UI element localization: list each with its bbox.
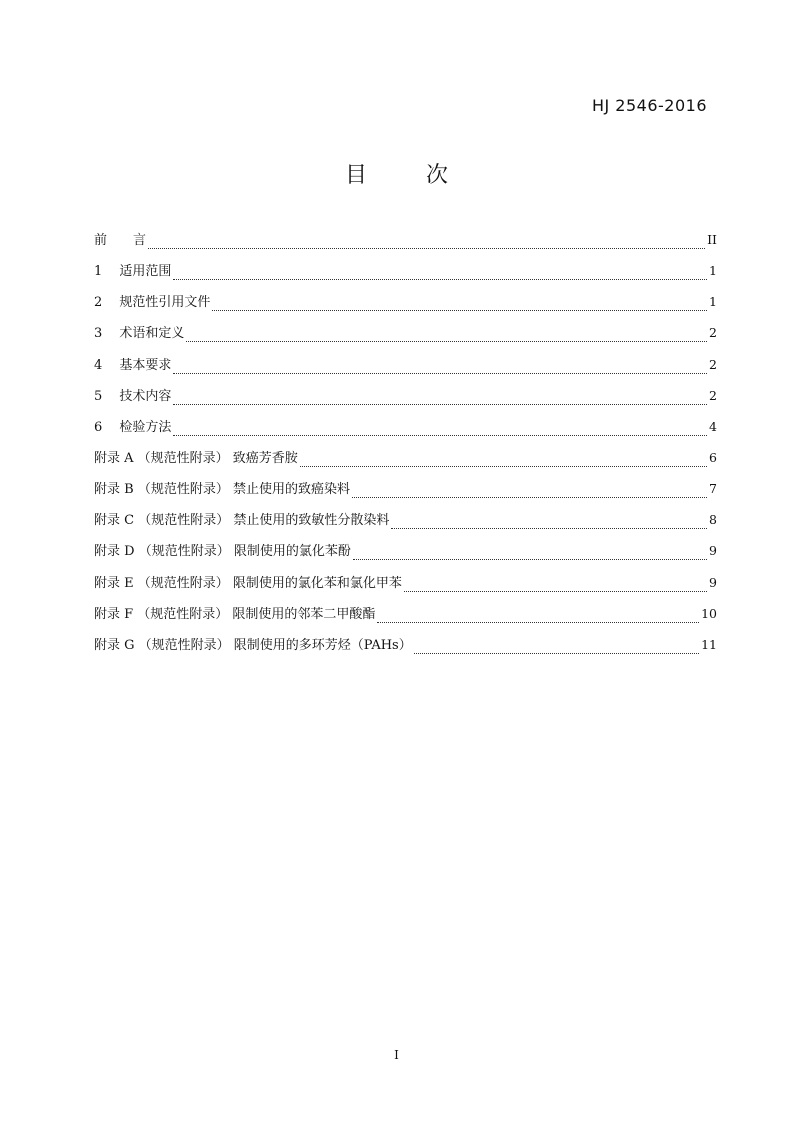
toc-entry-appendix-e[interactable] <box>94 572 717 603</box>
toc-leader-dots <box>173 435 707 436</box>
toc-entry-appendix-c[interactable] <box>94 509 717 540</box>
toc-entry-5[interactable] <box>94 385 717 416</box>
toc-entry-page: 11 <box>701 636 717 652</box>
toc-leader-dots <box>353 559 707 560</box>
toc-entry-page: II <box>707 232 717 247</box>
toc-leader-dots <box>300 466 707 467</box>
page-title: 目 次 <box>345 163 474 188</box>
toc-entry-page: 4 <box>709 418 717 434</box>
toc-entry-page: 2 <box>709 325 717 341</box>
toc-entry-label: 3 术语和定义 <box>94 326 185 342</box>
toc-leader-dots <box>391 528 707 529</box>
toc-entry-label: 6 检验方法 <box>94 419 172 435</box>
toc-entry-label: 附录 C （规范性附录） 禁止使用的致敏性分散染料 <box>94 513 390 529</box>
toc-entry-label: 4 基本要求 <box>94 357 172 373</box>
toc-entry-appendix-b[interactable] <box>94 478 717 509</box>
toc-entry-appendix-d[interactable] <box>94 540 717 571</box>
toc-leader-dots <box>212 310 707 311</box>
toc-leader-dots <box>173 404 707 405</box>
toc-entry-3[interactable] <box>94 322 717 353</box>
toc-leader-dots <box>377 622 699 623</box>
toc-entry-label: 1 适用范围 <box>94 264 172 280</box>
table-of-contents <box>94 229 717 665</box>
toc-leader-dots <box>352 497 707 498</box>
toc-entry-appendix-g[interactable] <box>94 634 717 665</box>
toc-entry-page: 8 <box>709 512 717 528</box>
toc-entry-page: 9 <box>709 543 717 559</box>
toc-entry-label: 5 技术内容 <box>94 388 172 404</box>
toc-entry-4[interactable] <box>94 354 717 385</box>
toc-entry-page: 7 <box>709 481 717 497</box>
toc-entry-page: 1 <box>709 294 717 310</box>
toc-entry-label: 前 言 <box>94 233 147 248</box>
toc-entry-page: 2 <box>709 356 717 372</box>
toc-entry-1[interactable] <box>94 260 717 291</box>
toc-entry-label: 附录 F （规范性附录） 限制使用的邻苯二甲酸酯 <box>94 606 376 622</box>
toc-entry-label: 附录 G （规范性附录） 限制使用的多环芳烃（PAHs） <box>94 637 412 653</box>
toc-entry-page: 1 <box>709 263 717 279</box>
toc-entry-label: 2 规范性引用文件 <box>94 295 211 311</box>
toc-entry-page: 6 <box>709 449 717 465</box>
toc-entry-6[interactable] <box>94 416 717 447</box>
toc-entry-label: 附录 A （规范性附录） 致癌芳香胺 <box>94 450 298 466</box>
toc-entry-label: 附录 D （规范性附录） 限制使用的氯化苯酚 <box>94 544 351 560</box>
toc-entry-foreword[interactable] <box>94 229 717 260</box>
toc-entry-appendix-f[interactable] <box>94 603 717 634</box>
toc-leader-dots <box>186 341 707 342</box>
toc-leader-dots <box>173 373 707 374</box>
toc-entry-page: 9 <box>709 574 717 590</box>
toc-leader-dots <box>404 591 707 592</box>
toc-entry-page: 2 <box>709 387 717 403</box>
toc-entry-page: 10 <box>701 605 717 621</box>
page-number: I <box>394 1048 399 1062</box>
toc-leader-dots <box>148 248 705 249</box>
toc-leader-dots <box>173 279 707 280</box>
toc-entry-2[interactable] <box>94 291 717 322</box>
standard-code: HJ 2546-2016 <box>591 96 707 115</box>
toc-leader-dots <box>414 653 699 654</box>
toc-entry-appendix-a[interactable] <box>94 447 717 478</box>
toc-entry-label: 附录 B （规范性附录） 禁止使用的致癌染料 <box>94 482 350 498</box>
toc-entry-label: 附录 E （规范性附录） 限制使用的氯化苯和氯化甲苯 <box>94 575 402 591</box>
